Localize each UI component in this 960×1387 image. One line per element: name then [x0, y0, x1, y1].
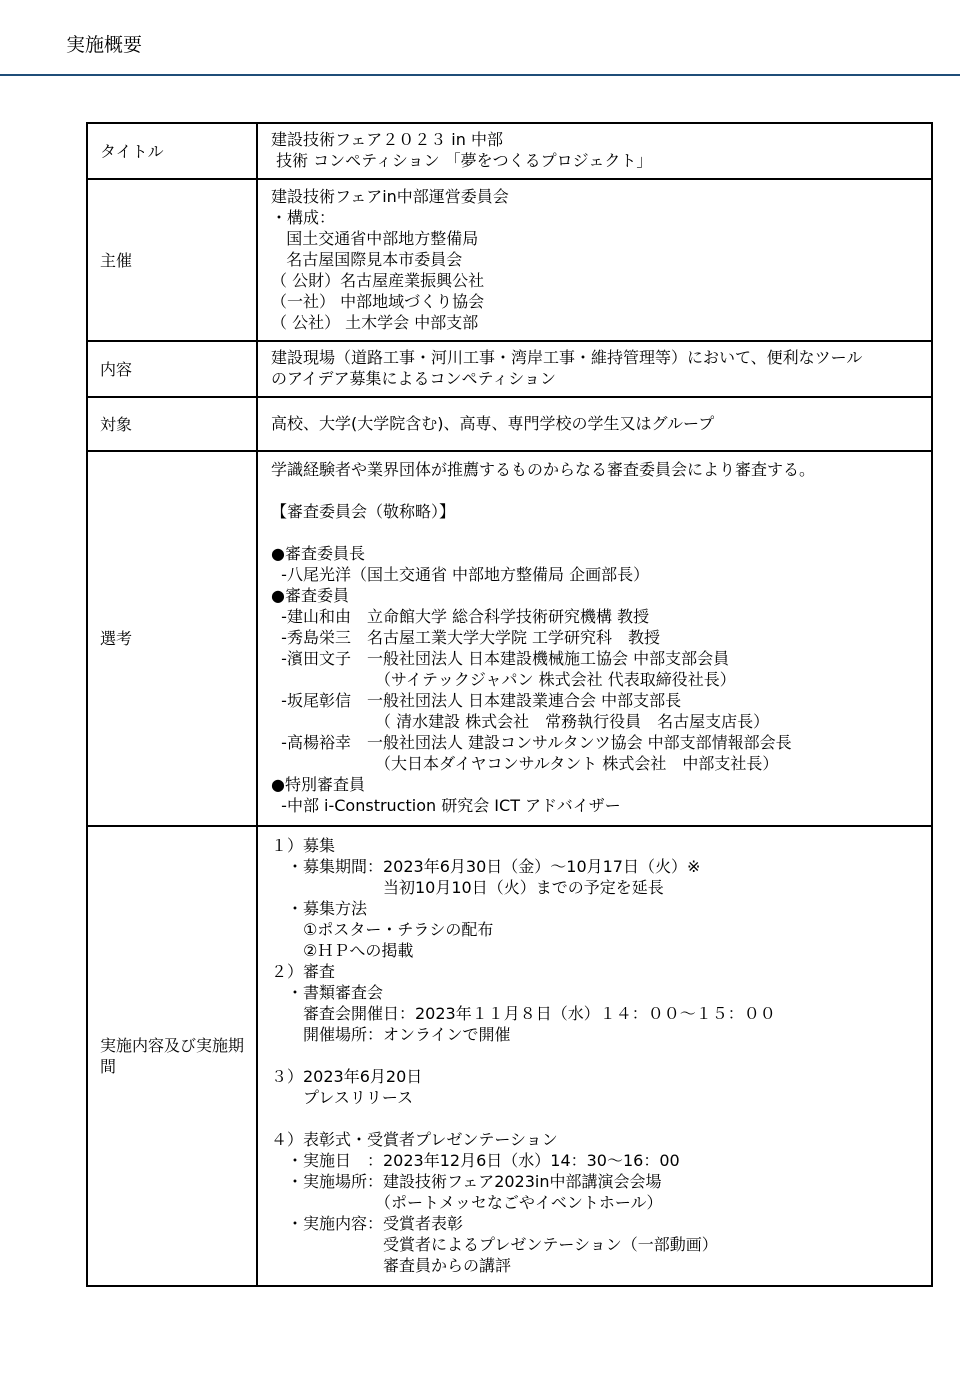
content-line: ３）2023年6月20日 — [271, 1066, 423, 1086]
table-row-title — [87, 123, 932, 179]
overview-table — [86, 122, 933, 1287]
content-line — [271, 480, 923, 501]
content-line: -坂尾彰信 一般社団法人 日本建設業連合会 中部支部長 — [271, 691, 682, 710]
content-line: ●審査委員 — [271, 586, 349, 605]
content-line — [271, 522, 923, 543]
content-line: 技術 コンペティション 「夢をつくるプロジェクト」 — [271, 151, 653, 170]
page-header — [0, 0, 960, 76]
row-label: 内容 — [87, 341, 257, 397]
content-line: プレスリリース — [271, 1087, 414, 1107]
content-line: ●特別審査員 — [271, 775, 365, 794]
row-label: 選考 — [87, 451, 257, 826]
row-content — [257, 179, 932, 341]
content-line: （大日本ダイヤコンサルタント 株式会社 中部支社長） — [271, 754, 779, 773]
content-line: 建設現場（道路工事・河川工事・湾岸工事・維持管理等）において、便利なツール — [271, 348, 863, 367]
content-line: 開催場所：オンラインで開催 — [271, 1024, 511, 1044]
row-label: タイトル — [87, 123, 257, 179]
content-line: ２）審査 — [271, 961, 336, 981]
row-label: 対象 — [87, 397, 257, 451]
content-line: 審査会開催日：2023年１１月８日（水）１４：００～１５：００ — [271, 1003, 776, 1023]
content-line: （サイテックジャパン 株式会社 代表取締役社長） — [271, 670, 736, 689]
content-line: 建設技術フェアin中部運営委員会 — [271, 186, 509, 206]
content-line: ・構成： — [271, 207, 336, 227]
content-line: １）募集 — [271, 835, 336, 855]
table-row-target — [87, 397, 932, 451]
content-line: ・募集期間：2023年6月30日（金）～10月17日（火）※ — [271, 856, 701, 876]
content-line: ②ＨＰへの掲載 — [271, 940, 414, 960]
content-line: 【審査委員会（敬称略）】 — [271, 502, 456, 521]
content-line: -八尾光洋（国土交通省 中部地方整備局 企画部長） — [271, 565, 650, 584]
content-line: -中部 i-Construction 研究会 ICT アドバイザー — [271, 796, 621, 815]
row-label: 実施内容及び実施期間 — [87, 826, 257, 1286]
content-line: 国土交通省中部地方整備局 — [271, 228, 479, 248]
content-line: ・募集方法 — [271, 898, 368, 918]
content-line: -濱田文子 一般社団法人 日本建設機械施工協会 中部支部会員 — [271, 649, 730, 668]
content-line: （ 清水建設 株式会社 常務執行役員 名古屋支店長） — [271, 712, 770, 731]
content-line: 建設技術フェア２０２３ in 中部 — [271, 130, 503, 149]
page-title: 実施概要 — [66, 34, 143, 56]
content-line: ４）表彰式・受賞者プレゼンテーション — [271, 1129, 558, 1149]
content-line: 受賞者によるプレゼンテーション（一部動画） — [271, 1234, 718, 1254]
content-line — [271, 1045, 923, 1066]
row-content — [257, 451, 932, 826]
content-line: （ポートメッセなごやイベントホール） — [271, 1192, 663, 1212]
row-content — [257, 826, 932, 1286]
content-line: のアイデア募集によるコンペティション — [271, 369, 556, 388]
content-line: -秀島栄三 名古屋工業大学大学院 工学研究科 教授 — [271, 628, 661, 647]
row-content — [257, 123, 932, 179]
content-line: ①ポスター・チラシの配布 — [271, 919, 494, 939]
content-line: （ 公社） 土木学会 中部支部 — [271, 312, 479, 332]
table-row-schedule — [87, 826, 932, 1286]
content-line: -建山和由 立命館大学 総合科学技術研究機構 教授 — [271, 607, 650, 626]
content-line: ・実施日 ：2023年12月6日（水）14：30～16：00 — [271, 1150, 680, 1170]
row-content — [257, 397, 932, 451]
row-label: 主催 — [87, 179, 257, 341]
content-line — [271, 1108, 923, 1129]
table-row-selection — [87, 451, 932, 826]
content-line: 名古屋国際見本市委員会 — [271, 249, 463, 269]
overview-table-body — [87, 123, 932, 1286]
table-row-content — [87, 341, 932, 397]
table-row-organizer — [87, 179, 932, 341]
content-line: -高楊裕幸 一般社団法人 建設コンサルタンツ協会 中部支部情報部会長 — [271, 733, 792, 752]
content-line: ●審査委員長 — [271, 544, 365, 563]
content-line: （ 公財）名古屋産業振興公社 — [271, 270, 485, 290]
content-line: 当初10月10日（火）までの予定を延長 — [271, 877, 664, 897]
content-line: ・実施場所：建設技術フェア2023in中部講演会会場 — [271, 1171, 662, 1191]
content-line: ・実施内容：受賞者表彰 — [271, 1213, 464, 1233]
content-line: ・書類審査会 — [271, 982, 384, 1002]
content-line: 学識経験者や業界団体が推薦するものからなる審査委員会により審査する。 — [271, 460, 816, 479]
content-line: 審査員からの講評 — [271, 1255, 512, 1275]
content-line: （一社） 中部地域づくり協会 — [271, 291, 485, 311]
content-line: 高校、大学(大学院含む)、高専、専門学校の学生又はグループ — [271, 413, 715, 433]
row-content — [257, 341, 932, 397]
